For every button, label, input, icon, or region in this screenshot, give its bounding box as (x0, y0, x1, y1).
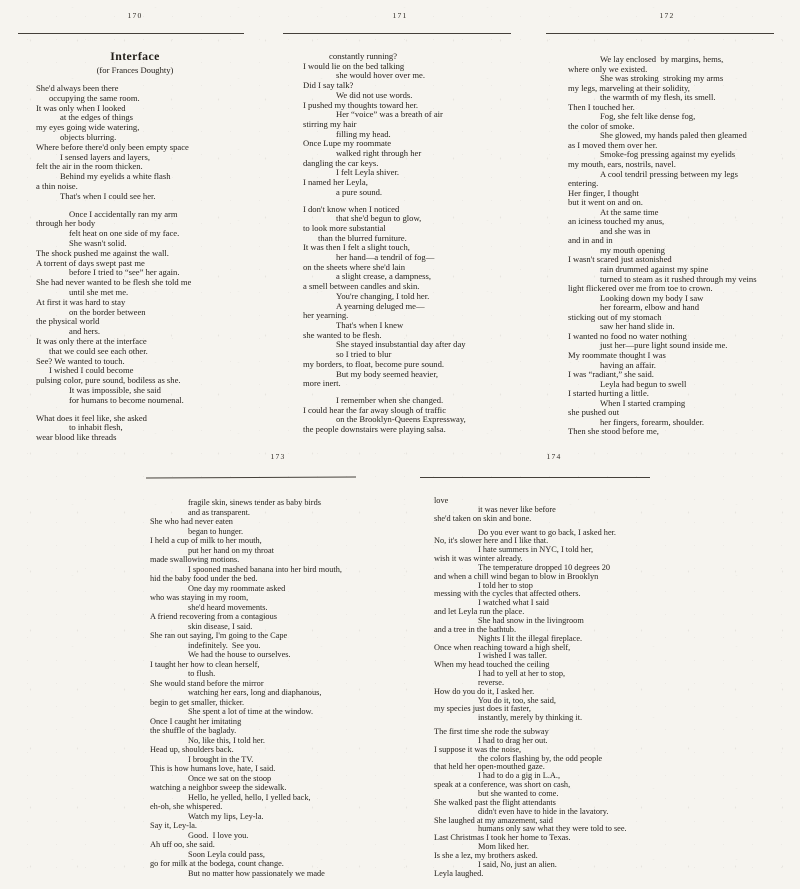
poem-line: I wished I could become (49, 365, 134, 376)
poem-line: turned to steam as it rushed through my veins (600, 273, 757, 284)
poem-line: messing with the cycles that affected others. (434, 589, 581, 599)
poem-line: my mouth opening (600, 244, 665, 255)
poem-line: Once Lupe my roommate (303, 138, 392, 149)
poem-line: I don't know when I noticed (303, 203, 400, 214)
page-number: 171 (392, 11, 408, 20)
poem-line: It was only when I looked (36, 102, 126, 113)
poem-line: At first it was hard to stay (36, 296, 126, 307)
poem-line: a slight crease, a dampness, (336, 271, 431, 282)
poem-line: walked right through her (336, 148, 422, 159)
poem-line: Ah uff oo, she said. (150, 840, 215, 849)
poem-line: I sensed layers and layers, (60, 151, 150, 162)
poem-line: constantly running? (329, 51, 398, 61)
poem-line: she'd heard movements. (188, 602, 268, 612)
poem-line: skin disease, I said. (188, 621, 253, 631)
poem-line: I wished I was taller. (478, 651, 547, 661)
poem-line: the shuffle of the baglady. (150, 726, 237, 735)
poem-line: having an affair. (600, 359, 656, 370)
poem-text (568, 55, 796, 437)
poem-line: She spent a lot of time at the window. (188, 707, 314, 716)
page-number: 173 (270, 452, 286, 461)
poem-line: that she'd begun to glow, (336, 213, 422, 224)
poem-line: I watched what I said (478, 598, 549, 608)
poem-line: Nights I lit the illegal fireplace. (478, 633, 583, 643)
poem-line: the colors flashing by, the odd people (478, 753, 603, 763)
poem-line: Fog, she felt like dense fog, (600, 111, 696, 122)
poem-line: her hand—a tendril of fog— (336, 252, 435, 263)
poem-line: wear blood like threads (36, 432, 117, 443)
poem-line: She laughed at my amazement, said (434, 815, 553, 825)
poem-line: the people downstairs were playing salsa. (303, 424, 446, 435)
poem-line: I named her Leyla, (303, 177, 368, 188)
poem-line: watching her ears, long and diaphanous, (188, 688, 322, 697)
poem-line: She stayed insubstantial day after day (336, 339, 466, 350)
poem-line: occupying the same room. (49, 92, 140, 103)
poem-line: my eyes going wide watering, (36, 122, 140, 133)
poem-line: I hate summers in NYC, I told her, (478, 545, 594, 555)
poem-line: but it went on and on. (568, 197, 643, 208)
poem-line: But no matter how passionately we made (188, 868, 325, 878)
poem-line: and in and in (568, 235, 613, 246)
poem-line: When I started cramping (600, 397, 686, 408)
poem-line: filling my head. (336, 128, 391, 139)
poem-line: It was only there at the interface (36, 335, 147, 346)
poem-line: humans only saw what they were told to see. (478, 824, 627, 834)
poem-line: hid the baby food under the bed. (150, 574, 258, 583)
poem-line: I told her to stop (478, 580, 533, 590)
poem-line: We lay enclosed by margins, hems, (600, 54, 724, 64)
poem-line: Did I say talk? (303, 80, 354, 91)
poem-text (36, 84, 264, 443)
poem-line: She'd always been there (36, 83, 119, 93)
poem-line: her forearm, elbow and hand (600, 302, 700, 313)
poem-line: her fingers, forearm, shoulder. (600, 416, 705, 427)
poem-line: on the Brooklyn-Queens Expressway, (336, 414, 466, 425)
poem-line: than the blurred furniture. (318, 232, 407, 243)
poem-line: a pure sound. (336, 186, 383, 197)
poem-line: Where before there'd only been empty space (36, 141, 189, 152)
poem-line: No, like this, I told her. (188, 735, 265, 745)
header-rule (420, 477, 650, 478)
poem-line: objects blurring. (60, 131, 117, 142)
poem-line: I pushed my thoughts toward her. (303, 99, 419, 110)
poem-line: Watch my lips, Ley-la. (188, 811, 264, 821)
poem-line: I had to do a gig in L.A., (478, 771, 561, 781)
poem-line: We had the house to ourselves. (188, 650, 291, 659)
poem-text (150, 498, 424, 878)
poem-line: Smoke-fog pressing against my eyelids (600, 149, 736, 160)
poem-line: It was impossible, she said (69, 384, 161, 395)
poem-line: Say it, Ley-la. (150, 821, 198, 830)
poem-line: wish it was winter already. (434, 554, 523, 564)
poem-line: love (434, 496, 449, 505)
poem-line: I remember when she changed. (336, 394, 444, 405)
page-174 (404, 446, 704, 878)
poem-line: The shock pushed me against the wall. (36, 247, 169, 258)
poem-line: A cool tendril pressing between my legs (600, 168, 738, 179)
poem-line: She walked past the flight attendants (434, 797, 556, 807)
poem-line: The temperature dropped 10 degrees 20 (478, 562, 611, 572)
poem-line: pulsing color, pure sound, bodiless as she. (36, 375, 181, 386)
poem-line: rain drummed against my spine (600, 264, 709, 275)
poem-line: watching a neighbor sweep the sidewalk. (150, 783, 287, 792)
poem-line: Good. I love you. (188, 830, 249, 840)
poem-line: a smell between candles and skin. (303, 281, 420, 292)
poem-title: Interface (110, 49, 160, 63)
poem-line: made swallowing motions. (150, 555, 240, 564)
poem-line: on the border between (69, 306, 146, 317)
poem-line: I held a cup of milk to her mouth, (150, 536, 262, 545)
poem-line: I had to drag her out. (478, 735, 548, 745)
poem-line: I had to yell at her to stop, (478, 669, 566, 679)
poem-line: light flickered over me from toe to crown. (568, 283, 713, 294)
page-number: 170 (127, 11, 143, 20)
poem-text (434, 497, 704, 878)
poem-line: Behind my eyelids a white flash (60, 171, 171, 182)
poem-line: felt the air in the room thicken. (36, 161, 143, 172)
poem-line: I wasn't scared just astonished (568, 254, 672, 265)
poem-line: A yearning deluged me— (336, 300, 425, 311)
poem-line: she would hover over me. (336, 70, 426, 81)
poem-line: the warmth of my flesh, its smell. (600, 92, 716, 103)
poem-line: began to hunger. (188, 526, 244, 536)
poem-dedication: (for Frances Doughty) (96, 65, 174, 75)
poem-line: Then she stood before me, (568, 426, 659, 437)
poem-line: felt heat on one side of my face. (69, 228, 180, 239)
poem-line: put her hand on my throat (188, 545, 274, 555)
poem-line: but she wanted to come. (478, 789, 559, 798)
poem-line: Once we sat on the stoop (188, 773, 272, 783)
poem-line: stirring my hair (303, 118, 357, 129)
page-170 (6, 6, 264, 443)
poem-line: just her—pure light sound inside me. (600, 340, 728, 351)
poem-line: my mouth, ears, nostrils, navel. (568, 159, 676, 170)
poem-line: Leyla laughed. (434, 868, 484, 878)
poem-line: saw her hand slide in. (600, 321, 675, 332)
poem-line: through her body (36, 218, 96, 229)
poem-line: more inert. (303, 378, 341, 389)
poem-line: Mom liked her. (478, 842, 529, 852)
poem-line: But my body seemed heavier, (336, 368, 439, 379)
poem-line: That's when I could see her. (60, 190, 156, 201)
poem-line: I spooned mashed banana into her bird mouth, (188, 564, 342, 574)
poem-line: Do you ever want to go back, I asked her. (478, 527, 617, 537)
poem-line: to look more substantial (303, 222, 386, 233)
poem-line: that we could see each other. (49, 345, 148, 356)
poem-line: One day my roommate asked (188, 583, 286, 593)
poem-line: I was “radiant,” she said. (568, 369, 654, 380)
poem-line: I brought in the TV. (188, 754, 254, 764)
poem-line: No, it's slower here and I like that. (434, 536, 549, 546)
poem-line: that held her open-mouthed gaze. (434, 762, 545, 772)
poem-line: Her finger, I thought (568, 187, 639, 198)
poem-line: Once when reaching toward a high shelf, (434, 642, 571, 652)
poem-line: my legs, marveling at their solidity, (568, 82, 690, 93)
poem-line: Is she a lez, my brothers asked. (434, 850, 538, 860)
poem-line: the color of smoke. (568, 120, 635, 131)
poem-line: I suppose it was the noise, (434, 744, 522, 754)
poem-line: she wanted to be flesh. (303, 329, 382, 340)
poem-line: my borders, to float, become pure sound. (303, 358, 445, 369)
header-rule (283, 33, 511, 34)
poem-line: My roommate thought I was (568, 349, 666, 360)
poem-line: at the edges of things (60, 112, 134, 123)
poem-line: and a tree in the bathtub. (434, 624, 517, 634)
poem-line: I said, No, just an alien. (478, 859, 557, 869)
poem-line: entering. (568, 178, 599, 189)
poem-line: Hello, he yelled, hello, I yelled back, (188, 792, 311, 802)
poem-line: to inhabit flesh, (69, 422, 123, 433)
poem-line: At the same time (600, 206, 659, 217)
poem-line: a thin noise. (36, 180, 78, 191)
poem-line: A friend recovering from a contagious (150, 612, 277, 621)
page-number: 172 (659, 11, 675, 20)
poem-line: go for milk at the bodega, count change. (150, 859, 284, 868)
poem-line: I could hear the far away slough of traffic (303, 404, 447, 415)
poem-line: on the sheets where she'd lain (303, 261, 406, 272)
poem-line: my species just does it faster, (434, 704, 531, 714)
poem-line: See? We wanted to touch. (36, 355, 125, 366)
poem-line: She ran out saying, I'm going to the Cape (150, 631, 288, 640)
poem-line: dangling the car keys. (303, 157, 379, 168)
poem-line: eh-oh, she whispered. (150, 802, 223, 811)
poem-line: It was then I felt a slight touch, (303, 242, 410, 253)
poem-line: her yearning. (303, 310, 349, 321)
poem-line: That's when I knew (336, 319, 404, 330)
poem-line: You do it, too, she said, (478, 695, 556, 705)
poem-line: who was staying in my room, (150, 593, 249, 602)
poem-line: until she met me. (69, 286, 129, 297)
poem-line: so I tried to blur (336, 349, 392, 360)
header-rule (146, 477, 356, 479)
header-rule (546, 33, 774, 34)
poem-line: Soon Leyla could pass, (188, 849, 265, 859)
poem-line: it was never like before (478, 504, 556, 514)
poem-line: and she was in (600, 225, 651, 236)
page-172 (538, 6, 796, 437)
page-number: 174 (546, 452, 562, 461)
poem-line: Then I touched her. (568, 101, 635, 112)
poem-line: instantly, merely by thinking it. (478, 713, 583, 723)
poem-line: she'd taken on skin and bone. (434, 513, 532, 523)
page-173 (132, 446, 424, 878)
poem-line: as I moved them over her. (568, 139, 658, 150)
poem-line: Looking down my body I saw (600, 292, 704, 303)
poem-line: indefinitely. See you. (188, 640, 261, 650)
header-rule (18, 33, 244, 34)
poem-line: reverse. (478, 677, 505, 687)
poem-line: She who had never eaten (150, 517, 233, 526)
poem-line: didn't even have to hide in the lavatory. (478, 806, 609, 816)
poem-line: she pushed out (568, 407, 620, 418)
poem-line: I wanted no food no water nothing (568, 330, 687, 341)
poem-line: the physical world (36, 316, 100, 327)
poem-line: for humans to become noumenal. (69, 394, 184, 405)
poem-line: Leyla had begun to swell (600, 378, 687, 389)
poem-line: This is how humans love, hate, I said. (150, 764, 276, 773)
poem-line: Once I caught her imitating (150, 716, 242, 726)
poem-line: You're changing, I told her. (336, 290, 430, 301)
poem-line: and as transparent. (188, 507, 250, 517)
poem-line: and hers. (69, 326, 101, 337)
poem-line: Once I accidentally ran my arm (69, 208, 178, 219)
poem-line: speak at a conference, was short on cash, (434, 780, 571, 790)
poem-line: an iciness touched my anus, (568, 216, 665, 227)
poem-line: I taught her how to clean herself, (150, 659, 260, 669)
title-block (6, 49, 264, 75)
poem-line: She had never wanted to be flesh she told me (36, 277, 192, 288)
poem-line: Head up, shoulders back. (150, 745, 234, 754)
page-171 (272, 6, 528, 435)
poem-line: I felt Leyla shiver. (336, 167, 399, 178)
poem-line: Last Christmas I took her home to Texas. (434, 833, 571, 843)
poem-line: A torrent of days swept past me (36, 257, 145, 268)
poem-line: Her “voice” was a breath of air (336, 109, 443, 120)
poem-line: and when a chill wind began to blow in Brooklyn (434, 571, 599, 581)
poem-text (303, 52, 528, 435)
poem-line: How do you do it, I asked her. (434, 686, 535, 696)
poem-line: She had snow in the livingroom (478, 615, 584, 625)
poem-line: I started hurting a little. (568, 388, 649, 399)
poem-line: sticking out of my stomach (568, 311, 662, 322)
poem-line: The first time she rode the subway (434, 727, 549, 737)
poem-line: She glowed, my hands paled then gleamed (600, 130, 747, 141)
poem-line: where only we existed. (568, 63, 648, 74)
poem-line: We did not use words. (336, 89, 413, 100)
poem-line: begin to get smaller, thicker. (150, 697, 245, 707)
poem-line: before I tried to “see” her again. (69, 267, 180, 278)
poem-line: to flush. (188, 669, 216, 678)
poem-line: She was stroking stroking my arms (600, 73, 724, 84)
poem-line: She would stand before the mirror (150, 678, 264, 688)
poem-line: When my head touched the ceiling (434, 660, 550, 670)
poem-line: fragile skin, sinews tender as baby birds (188, 498, 321, 507)
poem-line: She wasn't solid. (69, 237, 127, 248)
poem-line: What does it feel like, she asked (36, 412, 147, 423)
poem-line: and let Leyla run the place. (434, 607, 525, 617)
poem-line: I would lie on the bed talking (303, 60, 405, 71)
